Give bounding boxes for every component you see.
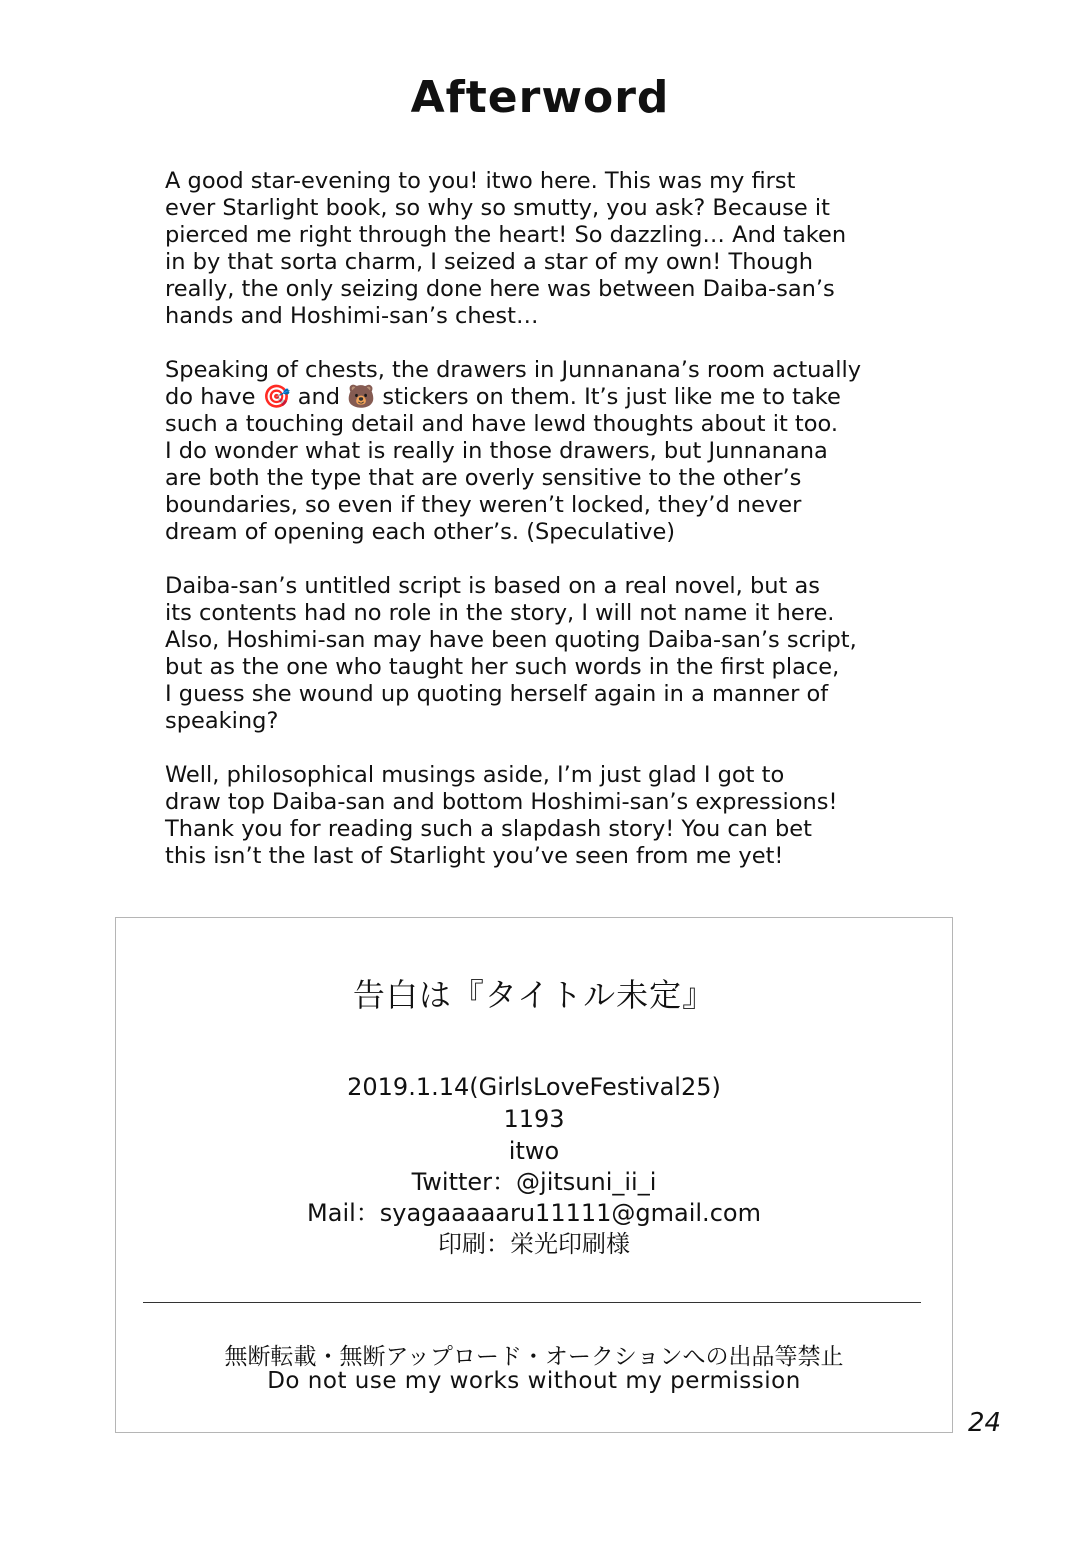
afterword-paragraph-4: Well, philosophical musings aside, I’m just glad I got to draw top Daiba-san and bottom Hoshimi-san’s expressions! Thank you for reading such a slapdash story! You can bet this isn’t the last of Starlight you’ve seen from me yet! — [165, 762, 838, 869]
afterword-paragraph-2: Speaking of chests, the drawers in Junnanana’s room actually do have 🎯 and 🐻 stickers on them. It’s just like me to take such a touching detail and have lewd thoughts about it too. I do wonder what is really in those drawers, but Junnanana are both the type that are overly sensitive to the other’s boundaries, so even if they weren’t locked, they’d never dream of opening each other’s. (Speculative) — [165, 357, 862, 545]
twitter-handle: Twitter：@jitsuni_ii_i — [411, 1168, 657, 1196]
book-title: 告白は『タイトル未定』 — [352, 976, 716, 1014]
afterword-text — [165, 168, 925, 897]
afterword-paragraph-3: Daiba-san’s untitled script is based on a real novel, but as its contents had no role in the story, I will not name it here. Also, Hoshimi-san may have been quoting Daiba-san’s script, but as the one who taught her such words in the first place, I guess she wound up quoting herself again in a manner of speaking? — [165, 573, 857, 734]
colophon-box — [115, 917, 953, 1433]
circle-name: 1193 — [503, 1105, 565, 1133]
event-line: 2019.1.14(GirlsLoveFestival25) — [347, 1073, 721, 1101]
author-name: itwo — [508, 1137, 560, 1165]
copyright-notice-en: Do not use my works without my permission — [267, 1368, 801, 1394]
afterword-paragraph-1: A good star-evening to you! itwo here. This was my first ever Starlight book, so why so smutty, you ask? Because it pierced me right through the heart! So dazzling… And taken in by that sorta charm, I seized a star of my own! Though really, the only seizing done here was between Daiba-san’s hands and Hoshimi-san’s chest… — [165, 168, 847, 329]
page-number: 24 — [968, 1408, 1002, 1438]
mail-address: Mail：syagaaaaaru11111@gmail.com — [307, 1199, 761, 1227]
page-title: Afterword — [410, 72, 670, 123]
printer-credit: 印刷：栄光印刷様 — [438, 1230, 630, 1258]
copyright-notice-jp: 無断転載・無断アップロード・オークションへの出品等禁止 — [224, 1344, 844, 1370]
colophon-divider — [143, 1302, 921, 1303]
